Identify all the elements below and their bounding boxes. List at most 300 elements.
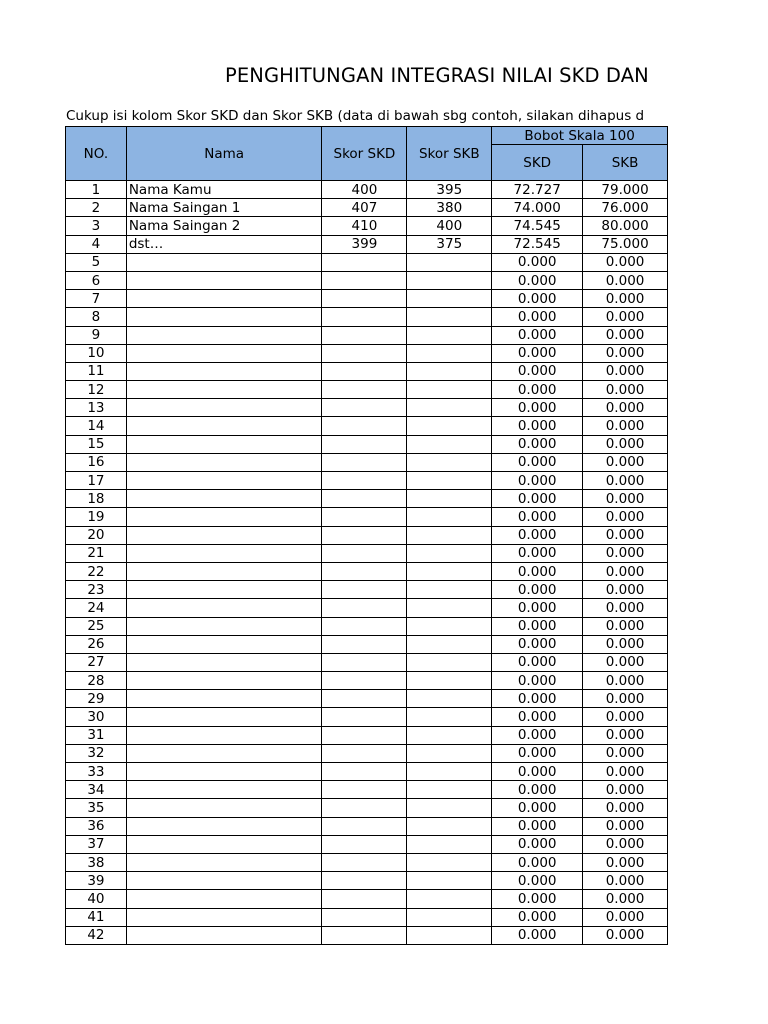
cell-skd[interactable]: 0.000 bbox=[492, 562, 583, 580]
cell-skor-skb[interactable] bbox=[407, 253, 492, 271]
cell-skor-skb[interactable] bbox=[407, 799, 492, 817]
table-row bbox=[66, 581, 668, 599]
cell-skd[interactable]: 0.000 bbox=[492, 544, 583, 562]
cell-skor-skb[interactable] bbox=[407, 399, 492, 417]
cell-skor-skb[interactable] bbox=[407, 599, 492, 617]
cell-nama[interactable] bbox=[126, 690, 322, 708]
cell-skor-skb[interactable] bbox=[407, 726, 492, 744]
score-sheet bbox=[65, 126, 668, 945]
cell-skb[interactable]: 75.000 bbox=[583, 235, 668, 253]
cell-skb[interactable]: 0.000 bbox=[583, 763, 668, 781]
cell-skb[interactable]: 0.000 bbox=[583, 653, 668, 671]
cell-nama[interactable] bbox=[126, 672, 322, 690]
cell-skb[interactable]: 0.000 bbox=[583, 435, 668, 453]
header-no[interactable]: NO. bbox=[66, 127, 127, 181]
cell-skor-skb[interactable] bbox=[407, 690, 492, 708]
cell-skb[interactable]: 0.000 bbox=[583, 908, 668, 926]
cell-skor-skb[interactable] bbox=[407, 453, 492, 471]
cell-skb[interactable]: 0.000 bbox=[583, 417, 668, 435]
cell-nama[interactable] bbox=[126, 453, 322, 471]
cell-skor-skd[interactable] bbox=[322, 890, 407, 908]
cell-nama[interactable] bbox=[126, 726, 322, 744]
table-row bbox=[66, 344, 668, 362]
cell-nama[interactable] bbox=[126, 599, 322, 617]
cell-skor-skd[interactable] bbox=[322, 435, 407, 453]
table-row bbox=[66, 908, 668, 926]
cell-skor-skb[interactable] bbox=[407, 908, 492, 926]
table-row bbox=[66, 417, 668, 435]
cell-skor-skb[interactable] bbox=[407, 308, 492, 326]
cell-skor-skb[interactable] bbox=[407, 344, 492, 362]
table-row bbox=[66, 653, 668, 671]
cell-no[interactable]: 11 bbox=[66, 362, 127, 380]
cell-skb[interactable]: 0.000 bbox=[583, 853, 668, 871]
cell-skor-skd[interactable] bbox=[322, 690, 407, 708]
cell-skor-skd[interactable] bbox=[322, 653, 407, 671]
table-row bbox=[66, 526, 668, 544]
cell-skb[interactable]: 0.000 bbox=[583, 672, 668, 690]
cell-nama[interactable]: Nama Kamu bbox=[126, 181, 322, 199]
table-row bbox=[66, 490, 668, 508]
cell-nama[interactable] bbox=[126, 562, 322, 580]
cell-skd[interactable]: 0.000 bbox=[492, 453, 583, 471]
table-row bbox=[66, 308, 668, 326]
cell-skb[interactable]: 0.000 bbox=[583, 926, 668, 944]
cell-skor-skd[interactable] bbox=[322, 253, 407, 271]
cell-no[interactable]: 25 bbox=[66, 617, 127, 635]
cell-nama[interactable] bbox=[126, 744, 322, 762]
cell-nama[interactable] bbox=[126, 526, 322, 544]
table-row bbox=[66, 835, 668, 853]
cell-no[interactable]: 36 bbox=[66, 817, 127, 835]
cell-no[interactable]: 31 bbox=[66, 726, 127, 744]
cell-skor-skd[interactable]: 407 bbox=[322, 199, 407, 217]
cell-skd[interactable]: 0.000 bbox=[492, 817, 583, 835]
cell-nama[interactable] bbox=[126, 926, 322, 944]
table-row bbox=[66, 726, 668, 744]
cell-skor-skb[interactable] bbox=[407, 890, 492, 908]
cell-no[interactable]: 34 bbox=[66, 781, 127, 799]
cell-skor-skb[interactable] bbox=[407, 672, 492, 690]
cell-nama[interactable]: dst… bbox=[126, 235, 322, 253]
cell-no[interactable]: 41 bbox=[66, 908, 127, 926]
cell-nama[interactable] bbox=[126, 763, 322, 781]
cell-skb[interactable]: 0.000 bbox=[583, 344, 668, 362]
table-row bbox=[66, 472, 668, 490]
cell-no[interactable]: 8 bbox=[66, 308, 127, 326]
cell-skor-skd[interactable] bbox=[322, 581, 407, 599]
table-row bbox=[66, 562, 668, 580]
cell-skor-skb[interactable] bbox=[407, 653, 492, 671]
cell-skd[interactable]: 0.000 bbox=[492, 271, 583, 289]
cell-skb[interactable]: 0.000 bbox=[583, 326, 668, 344]
cell-no[interactable]: 30 bbox=[66, 708, 127, 726]
cell-skor-skb[interactable] bbox=[407, 381, 492, 399]
cell-nama[interactable] bbox=[126, 799, 322, 817]
cell-skor-skd[interactable] bbox=[322, 381, 407, 399]
cell-skd[interactable]: 0.000 bbox=[492, 890, 583, 908]
cell-skor-skb[interactable]: 400 bbox=[407, 217, 492, 235]
cell-skb[interactable]: 0.000 bbox=[583, 581, 668, 599]
cell-no[interactable]: 1 bbox=[66, 181, 127, 199]
table-row bbox=[66, 781, 668, 799]
cell-skd[interactable]: 0.000 bbox=[492, 726, 583, 744]
cell-no[interactable]: 10 bbox=[66, 344, 127, 362]
table-row bbox=[66, 217, 668, 235]
cell-nama[interactable] bbox=[126, 853, 322, 871]
cell-no[interactable]: 35 bbox=[66, 799, 127, 817]
cell-skor-skb[interactable] bbox=[407, 635, 492, 653]
cell-nama[interactable] bbox=[126, 381, 322, 399]
cell-skd[interactable]: 0.000 bbox=[492, 472, 583, 490]
cell-skd[interactable]: 0.000 bbox=[492, 599, 583, 617]
cell-skb[interactable]: 80.000 bbox=[583, 217, 668, 235]
cell-no[interactable]: 2 bbox=[66, 199, 127, 217]
table-row bbox=[66, 290, 668, 308]
cell-skor-skb[interactable] bbox=[407, 835, 492, 853]
cell-skb[interactable]: 0.000 bbox=[583, 635, 668, 653]
cell-skb[interactable]: 0.000 bbox=[583, 781, 668, 799]
cell-skor-skb[interactable] bbox=[407, 544, 492, 562]
table-row bbox=[66, 235, 668, 253]
cell-skd[interactable]: 0.000 bbox=[492, 781, 583, 799]
cell-nama[interactable] bbox=[126, 399, 322, 417]
cell-nama[interactable] bbox=[126, 617, 322, 635]
cell-skb[interactable]: 0.000 bbox=[583, 253, 668, 271]
cell-no[interactable]: 40 bbox=[66, 890, 127, 908]
table-row bbox=[66, 708, 668, 726]
cell-no[interactable]: 7 bbox=[66, 290, 127, 308]
cell-skor-skd[interactable] bbox=[322, 817, 407, 835]
cell-nama[interactable] bbox=[126, 890, 322, 908]
cell-no[interactable]: 4 bbox=[66, 235, 127, 253]
cell-nama[interactable] bbox=[126, 344, 322, 362]
cell-skb[interactable]: 0.000 bbox=[583, 544, 668, 562]
cell-skor-skd[interactable] bbox=[322, 308, 407, 326]
cell-skb[interactable]: 0.000 bbox=[583, 799, 668, 817]
cell-nama[interactable] bbox=[126, 326, 322, 344]
cell-skor-skd[interactable] bbox=[322, 326, 407, 344]
cell-skb[interactable]: 0.000 bbox=[583, 726, 668, 744]
cell-skor-skd[interactable] bbox=[322, 853, 407, 871]
header-skd[interactable]: SKD bbox=[492, 145, 583, 181]
cell-skb[interactable]: 0.000 bbox=[583, 362, 668, 380]
cell-no[interactable]: 27 bbox=[66, 653, 127, 671]
cell-skd[interactable]: 0.000 bbox=[492, 872, 583, 890]
cell-skd[interactable]: 0.000 bbox=[492, 708, 583, 726]
cell-nama[interactable] bbox=[126, 417, 322, 435]
cell-no[interactable]: 28 bbox=[66, 672, 127, 690]
table-row bbox=[66, 599, 668, 617]
cell-skor-skb[interactable] bbox=[407, 526, 492, 544]
cell-nama[interactable] bbox=[126, 835, 322, 853]
cell-skor-skd[interactable] bbox=[322, 490, 407, 508]
cell-skb[interactable]: 0.000 bbox=[583, 308, 668, 326]
cell-skd[interactable]: 0.000 bbox=[492, 417, 583, 435]
cell-no[interactable]: 42 bbox=[66, 926, 127, 944]
cell-no[interactable]: 37 bbox=[66, 835, 127, 853]
cell-skb[interactable]: 76.000 bbox=[583, 199, 668, 217]
table-row bbox=[66, 617, 668, 635]
cell-skor-skd[interactable] bbox=[322, 781, 407, 799]
cell-skor-skb[interactable] bbox=[407, 490, 492, 508]
cell-skd[interactable]: 0.000 bbox=[492, 908, 583, 926]
score-table bbox=[65, 126, 668, 945]
cell-skd[interactable]: 0.000 bbox=[492, 690, 583, 708]
cell-skd[interactable]: 0.000 bbox=[492, 581, 583, 599]
cell-skor-skd[interactable] bbox=[322, 544, 407, 562]
instruction-note: Cukup isi kolom Skor SKD dan Skor SKB (data di bawah sbg contoh, silakan dihapus d bbox=[66, 108, 645, 124]
cell-skb[interactable]: 0.000 bbox=[583, 453, 668, 471]
cell-skor-skb[interactable]: 395 bbox=[407, 181, 492, 199]
cell-skd[interactable]: 0.000 bbox=[492, 308, 583, 326]
table-row bbox=[66, 435, 668, 453]
cell-skor-skd[interactable] bbox=[322, 672, 407, 690]
header-nama[interactable]: Nama bbox=[126, 127, 322, 181]
cell-skd[interactable]: 0.000 bbox=[492, 508, 583, 526]
cell-no[interactable]: 39 bbox=[66, 872, 127, 890]
cell-nama[interactable] bbox=[126, 781, 322, 799]
cell-skd[interactable]: 0.000 bbox=[492, 926, 583, 944]
cell-skb[interactable]: 0.000 bbox=[583, 271, 668, 289]
cell-nama[interactable] bbox=[126, 253, 322, 271]
cell-skor-skd[interactable] bbox=[322, 726, 407, 744]
cell-skor-skd[interactable] bbox=[322, 362, 407, 380]
cell-skb[interactable]: 0.000 bbox=[583, 472, 668, 490]
table-row bbox=[66, 817, 668, 835]
cell-nama[interactable] bbox=[126, 308, 322, 326]
cell-skd[interactable]: 0.000 bbox=[492, 617, 583, 635]
cell-skd[interactable]: 74.000 bbox=[492, 199, 583, 217]
cell-skd[interactable]: 0.000 bbox=[492, 635, 583, 653]
cell-skor-skb[interactable] bbox=[407, 817, 492, 835]
cell-skor-skd[interactable] bbox=[322, 472, 407, 490]
cell-skor-skd[interactable] bbox=[322, 526, 407, 544]
cell-nama[interactable] bbox=[126, 708, 322, 726]
cell-no[interactable]: 26 bbox=[66, 635, 127, 653]
cell-skb[interactable]: 0.000 bbox=[583, 562, 668, 580]
cell-skor-skd[interactable] bbox=[322, 799, 407, 817]
table-row bbox=[66, 362, 668, 380]
cell-skor-skb[interactable]: 380 bbox=[407, 199, 492, 217]
cell-skb[interactable]: 0.000 bbox=[583, 817, 668, 835]
cell-skor-skd[interactable] bbox=[322, 908, 407, 926]
cell-skor-skd[interactable] bbox=[322, 508, 407, 526]
table-row bbox=[66, 763, 668, 781]
cell-skd[interactable]: 0.000 bbox=[492, 399, 583, 417]
cell-skor-skb[interactable] bbox=[407, 417, 492, 435]
table-row bbox=[66, 853, 668, 871]
cell-skor-skb[interactable] bbox=[407, 872, 492, 890]
cell-skor-skd[interactable]: 399 bbox=[322, 235, 407, 253]
cell-nama[interactable] bbox=[126, 817, 322, 835]
cell-skor-skd[interactable] bbox=[322, 635, 407, 653]
cell-nama[interactable] bbox=[126, 653, 322, 671]
cell-nama[interactable]: Nama Saingan 2 bbox=[126, 217, 322, 235]
header-skor-skb[interactable]: Skor SKB bbox=[407, 127, 492, 181]
cell-skor-skb[interactable] bbox=[407, 708, 492, 726]
cell-skd[interactable]: 74.545 bbox=[492, 217, 583, 235]
cell-no[interactable]: 15 bbox=[66, 435, 127, 453]
cell-skor-skd[interactable] bbox=[322, 744, 407, 762]
cell-nama[interactable] bbox=[126, 435, 322, 453]
cell-skd[interactable]: 0.000 bbox=[492, 381, 583, 399]
cell-nama[interactable]: Nama Saingan 1 bbox=[126, 199, 322, 217]
cell-skor-skd[interactable] bbox=[322, 417, 407, 435]
cell-skd[interactable]: 0.000 bbox=[492, 362, 583, 380]
cell-no[interactable]: 12 bbox=[66, 381, 127, 399]
cell-skor-skb[interactable] bbox=[407, 781, 492, 799]
cell-skb[interactable]: 0.000 bbox=[583, 290, 668, 308]
table-row bbox=[66, 690, 668, 708]
cell-skor-skd[interactable]: 410 bbox=[322, 217, 407, 235]
cell-no[interactable]: 33 bbox=[66, 763, 127, 781]
table-row bbox=[66, 453, 668, 471]
table-header bbox=[66, 127, 668, 181]
header-skb[interactable]: SKB bbox=[583, 145, 668, 181]
cell-skd[interactable]: 0.000 bbox=[492, 435, 583, 453]
table-row bbox=[66, 890, 668, 908]
cell-skor-skb[interactable] bbox=[407, 472, 492, 490]
cell-skb[interactable]: 0.000 bbox=[583, 890, 668, 908]
cell-skb[interactable]: 0.000 bbox=[583, 599, 668, 617]
cell-no[interactable]: 14 bbox=[66, 417, 127, 435]
cell-no[interactable]: 5 bbox=[66, 253, 127, 271]
cell-skor-skd[interactable]: 400 bbox=[322, 181, 407, 199]
cell-no[interactable]: 23 bbox=[66, 581, 127, 599]
cell-no[interactable]: 18 bbox=[66, 490, 127, 508]
cell-skor-skb[interactable] bbox=[407, 326, 492, 344]
cell-nama[interactable] bbox=[126, 472, 322, 490]
cell-skd[interactable]: 0.000 bbox=[492, 526, 583, 544]
table-body bbox=[66, 181, 668, 945]
cell-nama[interactable] bbox=[126, 635, 322, 653]
cell-skor-skb[interactable] bbox=[407, 581, 492, 599]
cell-no[interactable]: 22 bbox=[66, 562, 127, 580]
cell-skor-skd[interactable] bbox=[322, 599, 407, 617]
cell-skb[interactable]: 0.000 bbox=[583, 617, 668, 635]
cell-no[interactable]: 38 bbox=[66, 853, 127, 871]
cell-skor-skb[interactable] bbox=[407, 744, 492, 762]
header-bobot-skala[interactable]: Bobot Skala 100 bbox=[492, 127, 668, 145]
cell-skd[interactable]: 0.000 bbox=[492, 835, 583, 853]
cell-skor-skd[interactable] bbox=[322, 399, 407, 417]
cell-no[interactable]: 9 bbox=[66, 326, 127, 344]
cell-skb[interactable]: 0.000 bbox=[583, 399, 668, 417]
table-row bbox=[66, 199, 668, 217]
cell-skor-skd[interactable] bbox=[322, 562, 407, 580]
cell-skor-skb[interactable] bbox=[407, 435, 492, 453]
cell-skb[interactable]: 0.000 bbox=[583, 526, 668, 544]
cell-skd[interactable]: 0.000 bbox=[492, 672, 583, 690]
cell-skb[interactable]: 0.000 bbox=[583, 690, 668, 708]
table-row bbox=[66, 181, 668, 199]
cell-no[interactable]: 24 bbox=[66, 599, 127, 617]
table-row bbox=[66, 926, 668, 944]
table-row bbox=[66, 672, 668, 690]
table-row bbox=[66, 744, 668, 762]
cell-skor-skd[interactable] bbox=[322, 835, 407, 853]
cell-nama[interactable] bbox=[126, 290, 322, 308]
cell-skor-skd[interactable] bbox=[322, 926, 407, 944]
table-row bbox=[66, 381, 668, 399]
cell-no[interactable]: 6 bbox=[66, 271, 127, 289]
cell-skd[interactable]: 0.000 bbox=[492, 853, 583, 871]
cell-nama[interactable] bbox=[126, 581, 322, 599]
cell-skb[interactable]: 0.000 bbox=[583, 381, 668, 399]
cell-skor-skb[interactable] bbox=[407, 853, 492, 871]
header-skor-skd[interactable]: Skor SKD bbox=[322, 127, 407, 181]
cell-nama[interactable] bbox=[126, 271, 322, 289]
cell-skor-skb[interactable] bbox=[407, 562, 492, 580]
cell-skd[interactable]: 72.545 bbox=[492, 235, 583, 253]
cell-skd[interactable]: 0.000 bbox=[492, 653, 583, 671]
cell-skb[interactable]: 0.000 bbox=[583, 744, 668, 762]
cell-no[interactable]: 13 bbox=[66, 399, 127, 417]
cell-skor-skd[interactable] bbox=[322, 344, 407, 362]
cell-skor-skd[interactable] bbox=[322, 453, 407, 471]
cell-nama[interactable] bbox=[126, 872, 322, 890]
cell-no[interactable]: 21 bbox=[66, 544, 127, 562]
cell-skor-skd[interactable] bbox=[322, 708, 407, 726]
cell-no[interactable]: 3 bbox=[66, 217, 127, 235]
cell-nama[interactable] bbox=[126, 544, 322, 562]
cell-nama[interactable] bbox=[126, 908, 322, 926]
cell-skb[interactable]: 0.000 bbox=[583, 508, 668, 526]
cell-no[interactable]: 32 bbox=[66, 744, 127, 762]
table-row bbox=[66, 326, 668, 344]
cell-skor-skb[interactable] bbox=[407, 763, 492, 781]
table-row bbox=[66, 271, 668, 289]
cell-no[interactable]: 29 bbox=[66, 690, 127, 708]
cell-skor-skd[interactable] bbox=[322, 763, 407, 781]
cell-skor-skd[interactable] bbox=[322, 290, 407, 308]
cell-skor-skb[interactable] bbox=[407, 271, 492, 289]
cell-skb[interactable]: 0.000 bbox=[583, 835, 668, 853]
cell-skor-skb[interactable] bbox=[407, 362, 492, 380]
cell-no[interactable]: 19 bbox=[66, 508, 127, 526]
cell-nama[interactable] bbox=[126, 508, 322, 526]
cell-skd[interactable]: 0.000 bbox=[492, 253, 583, 271]
cell-skd[interactable]: 0.000 bbox=[492, 763, 583, 781]
cell-skor-skb[interactable] bbox=[407, 290, 492, 308]
cell-skor-skb[interactable] bbox=[407, 926, 492, 944]
cell-skd[interactable]: 0.000 bbox=[492, 744, 583, 762]
cell-no[interactable]: 16 bbox=[66, 453, 127, 471]
cell-skd[interactable]: 0.000 bbox=[492, 344, 583, 362]
cell-skd[interactable]: 0.000 bbox=[492, 799, 583, 817]
cell-skd[interactable]: 72.727 bbox=[492, 181, 583, 199]
cell-skb[interactable]: 0.000 bbox=[583, 872, 668, 890]
cell-skd[interactable]: 0.000 bbox=[492, 290, 583, 308]
cell-skor-skd[interactable] bbox=[322, 617, 407, 635]
cell-skb[interactable]: 0.000 bbox=[583, 490, 668, 508]
cell-skor-skb[interactable]: 375 bbox=[407, 235, 492, 253]
cell-no[interactable]: 20 bbox=[66, 526, 127, 544]
cell-skb[interactable]: 0.000 bbox=[583, 708, 668, 726]
cell-skor-skd[interactable] bbox=[322, 872, 407, 890]
table-row bbox=[66, 872, 668, 890]
cell-skor-skd[interactable] bbox=[322, 271, 407, 289]
cell-skb[interactable]: 79.000 bbox=[583, 181, 668, 199]
cell-skd[interactable]: 0.000 bbox=[492, 326, 583, 344]
cell-skor-skb[interactable] bbox=[407, 617, 492, 635]
cell-no[interactable]: 17 bbox=[66, 472, 127, 490]
cell-skd[interactable]: 0.000 bbox=[492, 490, 583, 508]
cell-nama[interactable] bbox=[126, 490, 322, 508]
cell-nama[interactable] bbox=[126, 362, 322, 380]
cell-skor-skb[interactable] bbox=[407, 508, 492, 526]
